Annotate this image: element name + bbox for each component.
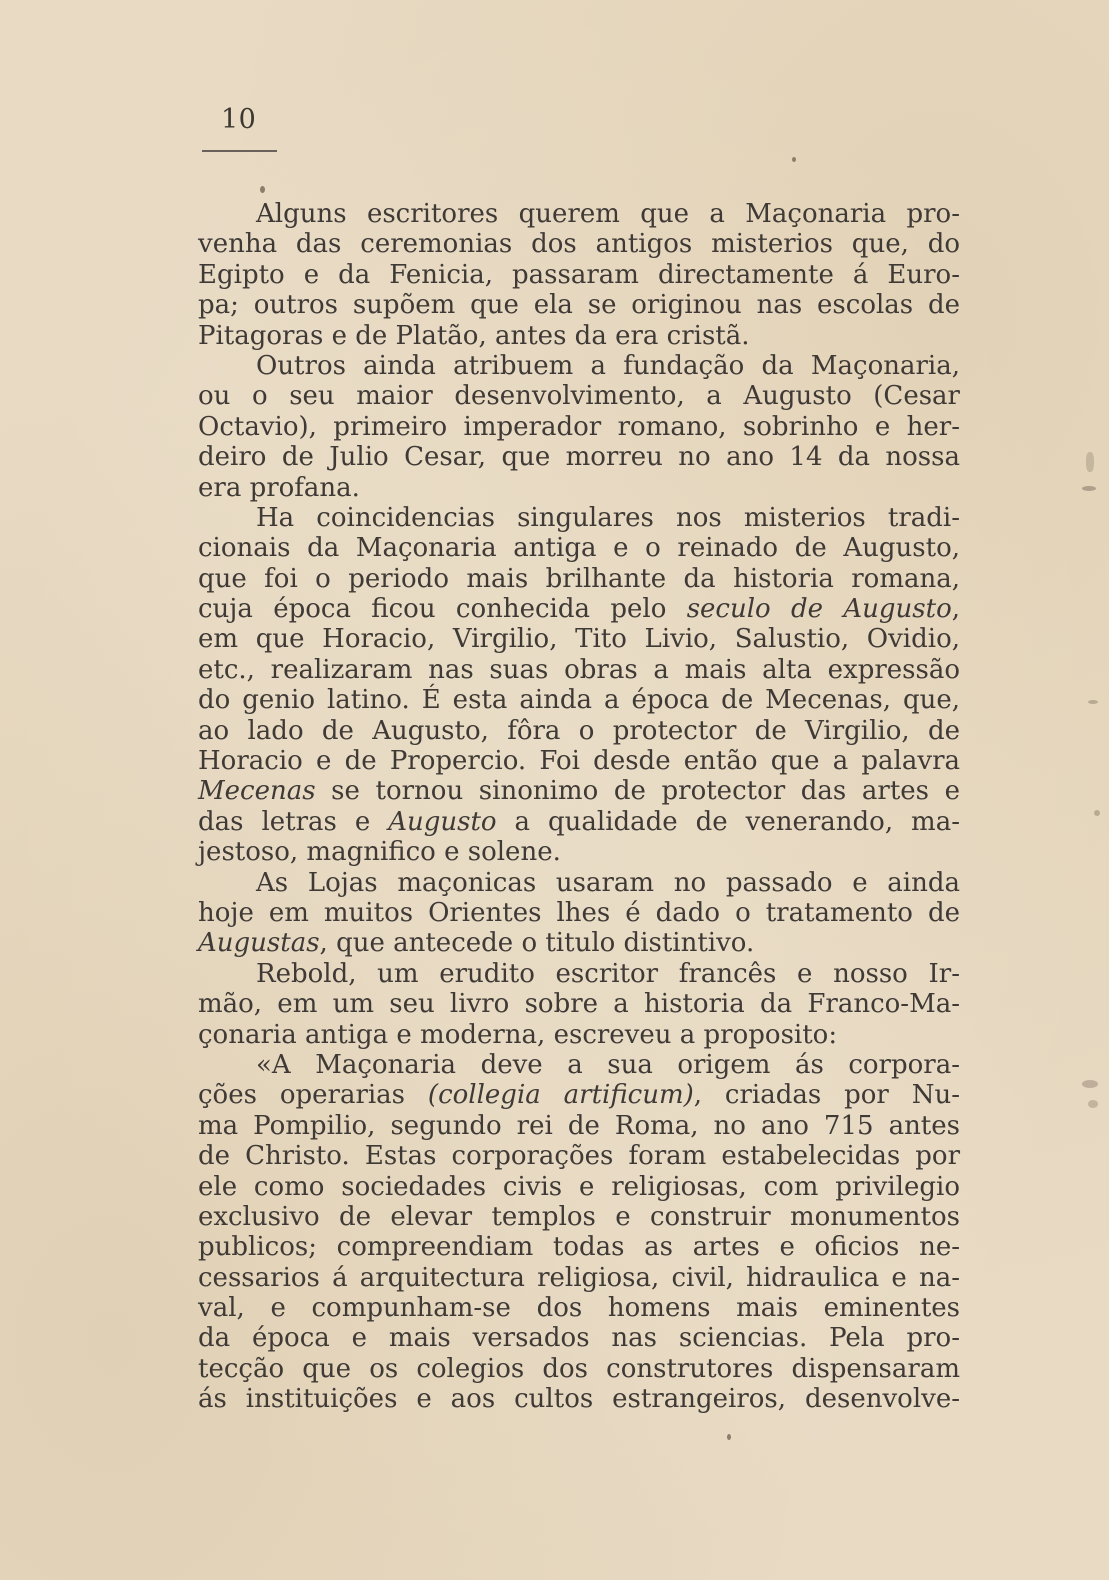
- text-segment: ,: [951, 594, 961, 625]
- italic-segment: Augustas: [198, 928, 320, 959]
- ink-speck: [792, 157, 796, 162]
- text-line: [198, 807, 960, 837]
- ink-speck: [260, 186, 265, 193]
- text-segment: das letras e: [198, 806, 389, 837]
- body-text: [198, 199, 960, 1415]
- text-segment: Pitagoras e de Platão, antes da era cristã.: [198, 320, 750, 351]
- text-line: [198, 321, 960, 351]
- text-segment: Rebold, um erudito escritor francês e nosso Ir-: [256, 958, 960, 989]
- italic-segment: Augusto: [388, 806, 497, 837]
- text-line: [198, 381, 960, 411]
- text-segment: publicos; compreendiam todas as artes e oficios ne-: [198, 1232, 960, 1263]
- ink-speck: [727, 1434, 731, 1440]
- text-segment: pa; outros supõem que ela se originou nas escolas de: [198, 290, 960, 321]
- text-segment: ções operarias: [198, 1080, 428, 1111]
- text-line: [198, 503, 960, 533]
- text-line: [198, 624, 960, 654]
- ink-speck: [1094, 810, 1100, 816]
- text-segment: ma Pompilio, segundo rei de Roma, no ano 715 antes: [198, 1110, 960, 1141]
- text-line: [198, 928, 960, 958]
- ink-speck: [1088, 1100, 1098, 1108]
- text-segment: Egipto e da Fenicia, passaram directamente á Euro-: [198, 259, 960, 290]
- text-segment: que foi o periodo mais brilhante da historia romana,: [198, 563, 960, 594]
- text-line: [198, 412, 960, 442]
- text-line: [198, 716, 960, 746]
- text-line: [198, 1141, 960, 1171]
- text-line: [198, 564, 960, 594]
- text-segment: etc., realizaram nas suas obras a mais alta expressão: [198, 654, 960, 685]
- text-line: [198, 1232, 960, 1262]
- text-segment: do genio latino. É esta ainda a época de Mecenas, que,: [198, 685, 960, 716]
- text-segment: Octavio), primeiro imperador romano, sobrinho e her-: [198, 411, 960, 442]
- text-line: [198, 1263, 960, 1293]
- text-line: [198, 837, 960, 867]
- text-segment: Outros ainda atribuem a fundação da Maçonaria,: [256, 350, 960, 381]
- text-segment: Alguns escritores querem que a Maçonaria pro-: [256, 199, 960, 229]
- text-line: [198, 1354, 960, 1384]
- text-line: [198, 898, 960, 928]
- text-line: [198, 1020, 960, 1050]
- text-line: [198, 351, 960, 381]
- text-segment: Ha coincidencias singulares nos misterios tradi-: [256, 502, 960, 533]
- text-segment: a qualidade de venerando, ma-: [496, 806, 961, 837]
- text-line: [198, 260, 960, 290]
- text-line: [198, 868, 960, 898]
- text-segment: ou o seu maior desenvolvimento, a Augusto (Cesar: [198, 381, 960, 412]
- text-segment: cionais da Maçonaria antiga e o reinado de Augusto,: [198, 533, 960, 564]
- text-line: [198, 1080, 960, 1110]
- text-line: [198, 442, 960, 472]
- header-rule: [202, 150, 277, 152]
- text-segment: jestoso, magnifico e solene.: [198, 837, 561, 868]
- text-segment: ao lado de Augusto, fôra o protector de Virgilio, de: [198, 715, 960, 746]
- text-line: [198, 290, 960, 320]
- text-line: [198, 989, 960, 1019]
- ink-speck: [1088, 700, 1098, 704]
- text-segment: era profana.: [198, 472, 360, 503]
- text-segment: em que Horacio, Virgilio, Tito Livio, Salustio, Ovidio,: [198, 624, 960, 655]
- text-line: [198, 1172, 960, 1202]
- text-segment: cuja época ficou conhecida pelo: [198, 594, 687, 625]
- text-line: [198, 746, 960, 776]
- italic-segment: Mecenas: [198, 776, 316, 807]
- text-line: [198, 655, 960, 685]
- text-segment: exclusivo de elevar templos e construir monumentos: [198, 1201, 960, 1232]
- text-segment: venha das ceremonias dos antigos misterios que, do: [198, 229, 960, 260]
- text-segment: «A Maçonaria deve a sua origem ás corpora-: [256, 1049, 960, 1080]
- text-segment: da época e mais versados nas sciencias. Pela pro-: [198, 1323, 960, 1354]
- ink-speck: [1086, 452, 1094, 472]
- text-segment: se tornou sinonimo de protector das artes e: [315, 776, 960, 807]
- ink-speck: [1082, 486, 1096, 491]
- text-segment: Horacio e de Propercio. Foi desde então que a palavra: [198, 746, 960, 777]
- text-line: [198, 1202, 960, 1232]
- text-segment: çonaria antiga e moderna, escreveu a proposito:: [198, 1019, 838, 1050]
- page-number: 10: [221, 104, 257, 135]
- italic-segment: seculo de Augusto: [686, 594, 952, 625]
- italic-segment: (collegia artificum): [427, 1080, 694, 1111]
- text-segment: deiro de Julio Cesar, que morreu no ano 14 da nossa: [198, 442, 960, 473]
- text-segment: ás instituições e aos cultos estrangeiros, desenvolve-: [198, 1384, 960, 1415]
- text-line: [198, 594, 960, 624]
- ink-speck: [1082, 1080, 1098, 1088]
- text-line: [198, 1384, 960, 1414]
- text-segment: hoje em muitos Orientes lhes é dado o tratamento de: [198, 897, 960, 928]
- text-segment: , criadas por Nu-: [693, 1080, 960, 1111]
- text-line: [198, 1050, 960, 1080]
- text-segment: val, e compunham-se dos homens mais eminentes: [198, 1293, 960, 1324]
- text-segment: de Christo. Estas corporações foram estabelecidas por: [198, 1141, 960, 1172]
- text-segment: cessarios á arquitectura religiosa, civil, hidraulica e na-: [198, 1262, 960, 1293]
- text-line: [198, 776, 960, 806]
- text-line: [198, 959, 960, 989]
- text-line: [198, 1323, 960, 1353]
- text-line: [198, 1111, 960, 1141]
- text-line: [198, 199, 960, 229]
- text-segment: ele como sociedades civis e religiosas, com privilegio: [198, 1171, 960, 1202]
- text-segment: tecção que os colegios dos construtores dispensaram: [198, 1353, 960, 1384]
- text-line: [198, 685, 960, 715]
- text-line: [198, 533, 960, 563]
- text-line: [198, 473, 960, 503]
- text-line: [198, 1293, 960, 1323]
- text-line: [198, 229, 960, 259]
- text-segment: , que antecede o titulo distintivo.: [319, 928, 755, 959]
- text-segment: As Lojas maçonicas usaram no passado e ainda: [256, 867, 960, 898]
- text-segment: mão, em um seu livro sobre a historia da Franco-Ma-: [198, 989, 960, 1020]
